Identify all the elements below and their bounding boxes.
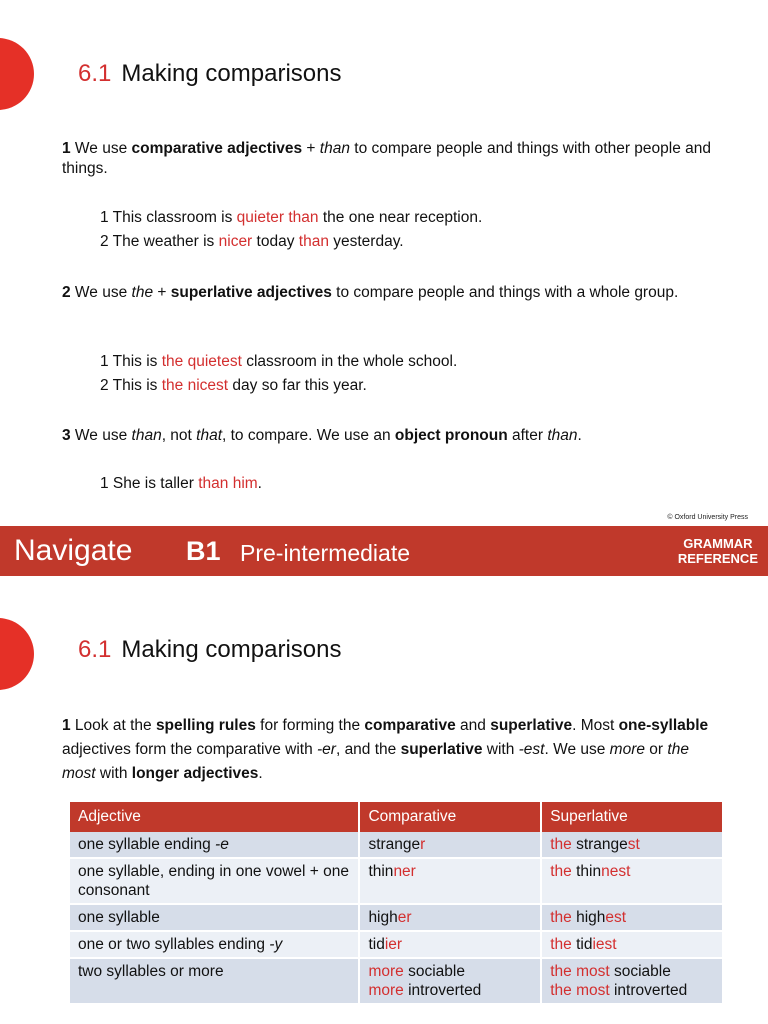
italic-term: -est [518,741,545,758]
example-line [100,206,482,230]
rule-number: 2 [62,284,71,301]
rule-number: 1 [62,717,71,734]
highlight: the nicest [161,377,229,394]
italic-term: than [319,140,350,157]
column-header: Adjective [70,802,359,832]
cell-line [368,962,532,981]
comparative-cell [359,904,541,931]
bold-term: spelling rules [155,717,256,734]
adjective-cell [70,832,359,858]
intro-paragraph [62,714,722,786]
level-code: B1 [186,536,221,566]
bold-term: superlative adjectives [170,284,332,301]
text: high [368,909,398,926]
section-number: 6.1 [78,60,112,87]
adjective-cell [70,904,359,931]
text: after [507,427,548,444]
superlative-cell [541,958,723,1004]
text: to compare people and things with other people and things. [62,140,712,177]
grammar-reference-label [678,536,758,566]
text: 2 The weather is [100,233,219,250]
brand-logo: Navigate [14,534,133,567]
text: We use [70,427,132,444]
text: to compare people and things with a whole group. [331,284,679,301]
red-circle-decoration [0,618,34,690]
comparative-cell [359,832,541,858]
cell-line [550,981,714,1000]
text: and [455,717,491,734]
highlight: more [368,982,404,999]
section-number: 6.1 [78,636,112,663]
italic-term: than [547,427,578,444]
examples-2 [100,350,457,398]
italic-term: -er [317,741,336,758]
text: tid [571,936,593,953]
rule-1 [62,139,722,179]
superlative-cell [541,931,723,958]
text: yesterday. [328,233,404,250]
title-text: Making comparisons [121,60,342,87]
text: thin [571,863,602,880]
text: tid [368,936,385,953]
red-circle-decoration [0,38,34,110]
text: today [252,233,299,250]
text: sociable [609,963,671,980]
bold-term: one-syllable [618,717,709,734]
highlight: the most [550,982,610,999]
example-line [100,230,482,254]
text: sociable [403,963,465,980]
rule-number: 1 [62,140,71,157]
table-row [70,958,723,1004]
highlight: the [550,909,572,926]
bold-term: comparative [364,717,456,734]
table-row [70,832,723,858]
bold-term: superlative [490,717,573,734]
text: 1 This is [100,353,162,370]
italic-term: -y [269,936,283,953]
text: 1 This classroom is [100,209,237,226]
table-header-row [70,802,723,832]
rule-2 [62,283,722,303]
highlight: than him [198,475,258,492]
bold-term: longer adjectives [131,765,259,782]
superlative-cell [541,832,723,858]
text: or [645,741,668,758]
highlight: nest [601,863,631,880]
highlight: r [420,836,426,853]
text: , and the [335,741,401,758]
text: . [257,475,262,492]
text: . [577,427,582,444]
cell-line [550,962,714,981]
text: We use [70,284,132,301]
examples-1 [100,206,482,254]
highlight: the most [550,963,610,980]
highlight: nicer [218,233,253,250]
text: classroom in the whole school. [241,353,458,370]
text: 1 She is taller [100,475,199,492]
column-header: Superlative [541,802,723,832]
text: We use [70,140,132,157]
highlight: than [298,233,329,250]
italic-term: more [609,741,645,758]
copyright-notice: © Oxford University Press [667,514,748,521]
level-name: Pre-intermediate [240,540,411,566]
comparative-cell [359,958,541,1004]
text: strange [571,836,628,853]
text: one syllable ending [78,836,216,853]
page-title [78,60,341,88]
ref-line: REFERENCE [677,551,758,566]
example-line [100,472,262,496]
title-text: Making comparisons [121,636,342,663]
highlight: the quietest [161,353,242,370]
text: adjectives form the comparative with [62,741,317,758]
table-row [70,931,723,958]
cell-line [368,981,532,1000]
adjective-cell: two syllables or more [70,958,359,1004]
page-title [78,636,341,664]
comparative-cell [359,858,541,904]
text: + [153,284,171,301]
bold-term: superlative [400,741,483,758]
column-header: Comparative [359,802,541,832]
superlative-cell [541,904,723,931]
text: thin [368,863,394,880]
highlight: er [397,909,412,926]
highlight: the [550,863,572,880]
italic-term: the most [62,741,689,782]
text: day so far this year. [228,377,367,394]
italic-term: that [196,427,223,444]
spelling-rules-table [70,802,724,1005]
text: one syllable, ending in one vowel + one consonant [78,863,350,899]
text: with [482,741,519,758]
example-line [100,350,457,374]
slide-2 [0,586,768,1024]
text: one syllable [78,909,160,926]
text: + [302,140,320,157]
superlative-cell [541,858,723,904]
text: the one near reception. [318,209,483,226]
highlight: quieter than [236,209,319,226]
highlight: iest [592,936,617,953]
text: Look at the [70,717,156,734]
highlight: the [550,936,572,953]
highlight: est [605,909,627,926]
bold-term: object pronoun [394,427,508,444]
text: . [258,765,263,782]
rule-3 [62,426,722,446]
footer-bar [0,526,768,576]
adjective-cell [70,931,359,958]
rule-number: 3 [62,427,71,444]
highlight: ier [384,936,403,953]
italic-term: -e [215,836,229,853]
text: , not [161,427,197,444]
text: strange [368,836,421,853]
text: . We use [544,741,610,758]
text: 2 This is [100,377,162,394]
adjective-cell [70,858,359,904]
comparative-cell [359,931,541,958]
italic-term: the [131,284,154,301]
italic-term: than [131,427,162,444]
table-row [70,904,723,931]
text: introverted [609,982,688,999]
examples-3 [100,472,262,496]
text: with [95,765,132,782]
table-row [70,858,723,904]
highlight: st [627,836,640,853]
text: , to compare. We use an [222,427,395,444]
ref-line: GRAMMAR [683,536,753,551]
highlight: ner [393,863,416,880]
highlight: more [368,963,404,980]
text: . Most [572,717,619,734]
text: introverted [403,982,482,999]
text: for forming the [255,717,365,734]
example-line [100,374,457,398]
text: high [571,909,606,926]
bold-term: comparative adjectives [131,140,303,157]
highlight: the [550,836,572,853]
text: one or two syllables ending [78,936,270,953]
